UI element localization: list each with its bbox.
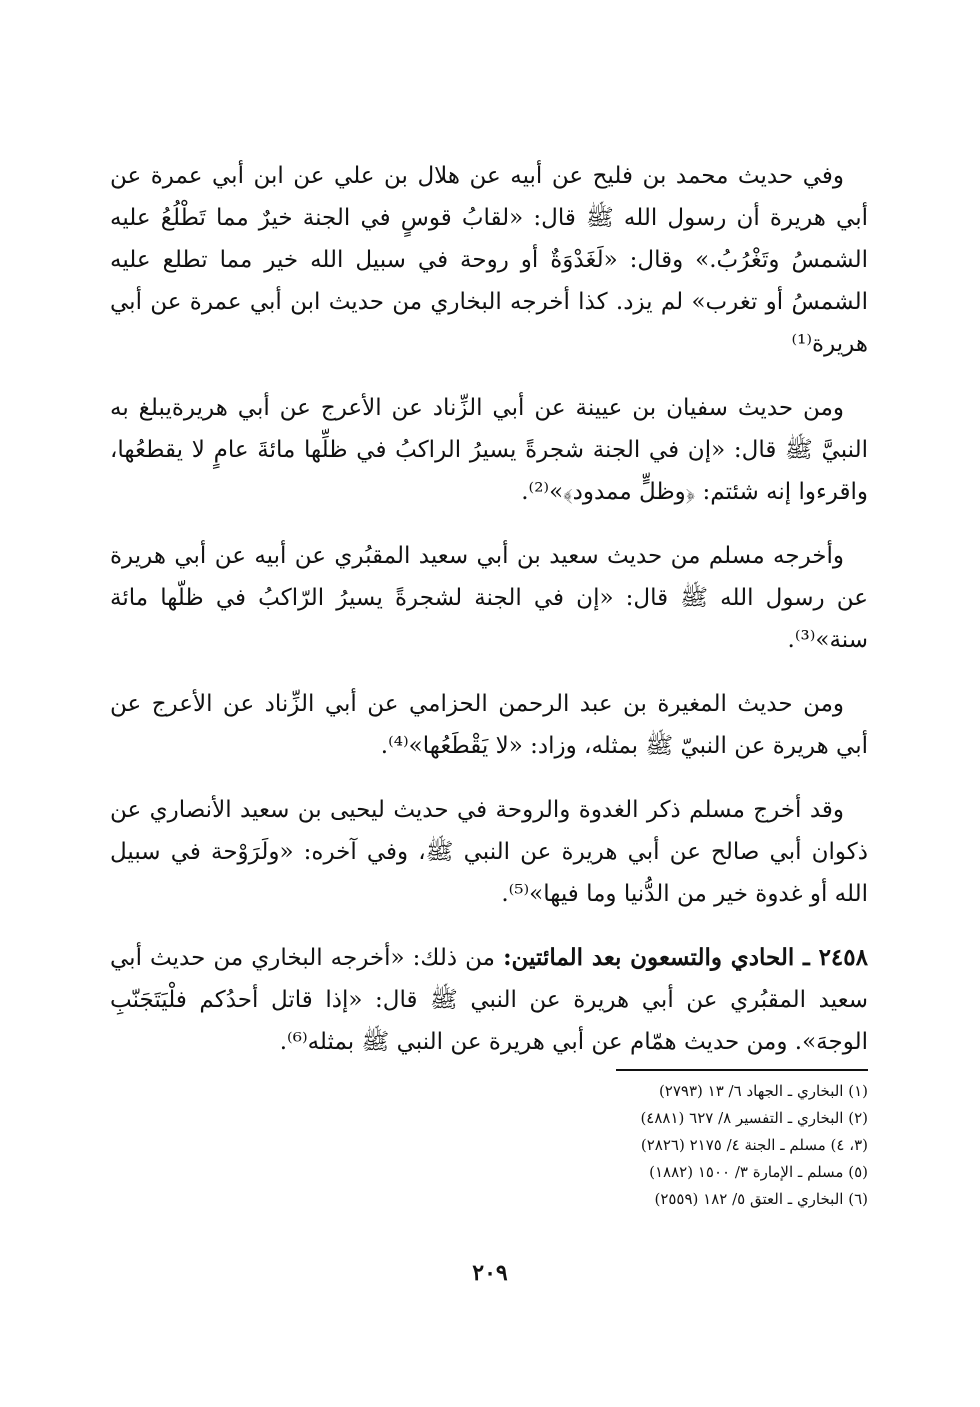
footnote: (٦) البخاري ـ العتق ٥/ ١٨٢ (٢٥٥٩): [654, 1190, 868, 1208]
entry-text: من ذلك: «أخرجه البخاري من حديث أبي سعيد المقبُري عن أبي هريرة عن النبي ﷺ قال: «إذا قاتل أحدُكم فلْيَتَجَنّبِ الوجهَ». ومن حديث همّام عن أبي هريرة عن النبي ﷺ بمثله⁽⁶⁾.: [110, 945, 868, 1055]
paragraph: وقد أخرج مسلم ذكر الغدوة والروحة في حديث ليحيى بن سعيد الأنصاري عن ذكوان أبي صالح عن أبي هريرة عن النبي ﷺ، وفي آخره: «ولَرَوْحة في سبيل الله أو غدوة خير من الدُّنيا وما فيها»⁽⁵⁾.: [110, 797, 868, 907]
numbered-entry-paragraph: [110, 937, 868, 1063]
entry-heading: ٢٤٥٨ ـ الحادي والتسعون بعد المائتين:: [503, 944, 868, 971]
paragraph: ومن حديث سفيان بن عيينة عن أبي الزِّناد عن الأعرج عن أبي هريرةيبلغ به النبيَّ ﷺ قال: «إن في الجنة شجرةً يسيرُ الراكبُ في ظلِّها مائةَ عامٍ لا يقطعُها، واقرءوا إنه شئتم: ﴿وظلٍّ ممدود﴾»⁽²⁾.: [110, 395, 868, 505]
footnote: (٣، ٤) مسلم ـ الجنة ٤/ ٢١٧٥ (٢٨٢٦): [640, 1136, 868, 1154]
footnotes-list: [110, 1078, 868, 1213]
main-text: [110, 155, 868, 1085]
page-number: ٢٠٩: [472, 1260, 508, 1286]
paragraph: ومن حديث المغيرة بن عبد الرحمن الحزامي عن أبي الزِّناد عن الأعرج عن أبي هريرة عن النبيّ ﷺ بمثله، وزاد: «لا يَقْطَعُها»⁽⁴⁾.: [110, 691, 868, 759]
paragraph: وأخرجه مسلم من حديث سعيد بن أبي سعيد المقبُري عن أبيه عن أبي هريرة عن رسول الله ﷺ قال: «إن في الجنة لشجرةً يسيرُ الرّاكبُ في ظلّها مائة سنة»⁽³⁾.: [110, 543, 868, 653]
footnote-separator: [616, 1069, 868, 1071]
footnote: (٥) مسلم ـ الإمارة ٣/ ١٥٠٠ (١٨٨٢): [649, 1163, 868, 1181]
paragraph: وفي حديث محمد بن فليح عن أبيه عن هلال بن علي عن ابن أبي عمرة عن أبي هريرة أن رسول الله ﷺ قال: «لقابُ قوسٍ في الجنة خيرٌ مما تَطْلُعُ عليه الشمسُ وتَغْرُبُ.» وقال: «لَغَدْوَةٌ أو روحة في سبيل الله خير مما تطلع عليه الشمسُ أو تغرب» لم يزد. كذا أخرجه البخاري من حديث ابن أبي عمرة عن أبي هريرة⁽¹⁾: [110, 163, 868, 357]
footnote: (٢) البخاري ـ التفسير ٨/ ٦٢٧ (٤٨٨١): [640, 1109, 868, 1127]
footnote: (١) البخاري ـ الجهاد ٦/ ١٣ (٢٧٩٣): [658, 1082, 868, 1100]
